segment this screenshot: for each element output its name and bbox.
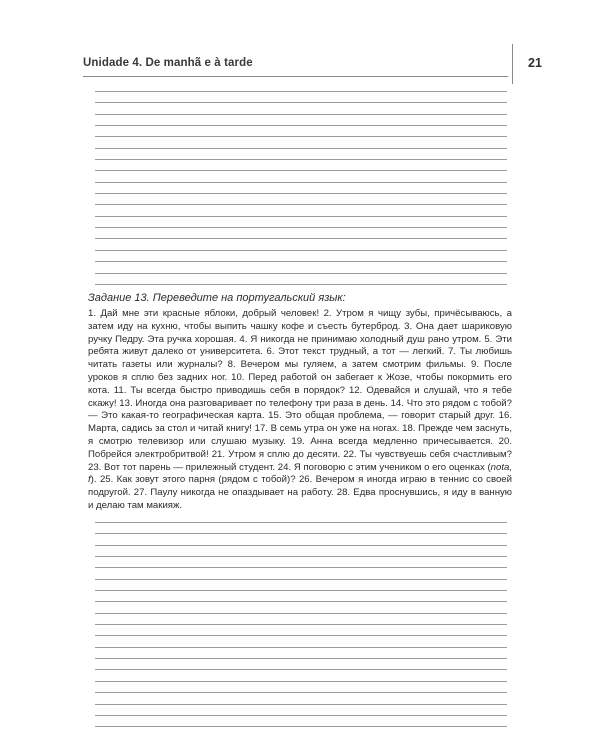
writing-line	[95, 114, 507, 115]
exercise-13	[88, 291, 512, 513]
writing-line	[95, 273, 507, 274]
header-rule	[83, 76, 508, 77]
writing-line	[95, 567, 507, 568]
writing-line	[95, 250, 507, 251]
writing-line	[95, 624, 507, 625]
writing-line	[95, 545, 507, 546]
writing-line	[95, 704, 507, 705]
writing-line	[95, 148, 507, 149]
writing-line	[95, 579, 507, 580]
writing-line	[95, 159, 507, 160]
writing-line	[95, 681, 507, 682]
exercise-text	[88, 308, 512, 513]
writing-line	[95, 669, 507, 670]
writing-line	[95, 91, 507, 92]
writing-line	[95, 170, 507, 171]
writing-line	[95, 125, 507, 126]
writing-line	[95, 556, 507, 557]
writing-line	[95, 261, 507, 262]
writing-line	[95, 601, 507, 602]
writing-line	[95, 193, 507, 194]
writing-line	[95, 227, 507, 228]
header-divider	[512, 44, 513, 84]
writing-line	[95, 204, 507, 205]
page-header	[0, 0, 600, 80]
writing-line	[95, 136, 507, 137]
writing-line	[95, 658, 507, 659]
writing-line	[95, 533, 507, 534]
exercise-title: Задание 13. Переведите на португальский язык:	[88, 292, 346, 304]
writing-line	[95, 635, 507, 636]
writing-line	[95, 522, 507, 523]
writing-line	[95, 238, 507, 239]
writing-line	[95, 692, 507, 693]
writing-line	[95, 726, 507, 727]
exercise-text-part1: 1. Дай мне эти красные яблоки, добрый человек! 2. Утром я чищу зубы, причёсываюсь, а затем иду на кухню, чтобы выпить чашку кофе и съесть бутерброд. 3. Она дает шариковую ручку Педру. Эта ручка хорошая. 4. Я никогда не принимаю холодный душ рано утром. 5. Эти ребята живут далеко от университета. 6. Этот текст трудный, а тот — легкий. 7. Ты любишь читать газеты или журналы? 8. Вечером мы гуляем, а затем смотрим фильмы. 9. После уроков я сплю без задних ног. 10. Перед работой он забегает к Жозе, чтобы покормить его кота. 11. Ты всегда быстро приводишь себя в порядок? 12. Одевайся и слушай, что я тебе скажу! 13. Иногда она разговаривает по телефону три раза в день. 14. Что это рядом с тобой? — Это какая-то географическая карта. 15. Это общая проблема, — говорит старый друг. 16. Марта, садись за стол и читай книгу! 17. В семь утра он уже на ногах. 18. Прежде чем заснуть, я смотрю телевизор или слушаю музыку. 19. Анна всегда медленно причесывается. 20. Побрейся электробритвой! 21. Утром я сплю до десяти. 22. Ты чувствуешь себя счастливым? 23. Вот тот парень — прилежный студент. 24. Я поговорю с этим учеником о его оценках (	[88, 308, 512, 473]
writing-lines-top	[95, 91, 507, 295]
exercise-text-italic: nota, f	[88, 461, 512, 486]
writing-line	[95, 590, 507, 591]
writing-line	[95, 182, 507, 183]
writing-line	[95, 715, 507, 716]
writing-line	[95, 102, 507, 103]
unit-title: Unidade 4. De manhã e à tarde	[83, 57, 253, 69]
exercise-text-part2: ). 25. Как зовут этого парня (рядом с тобой)? 26. Вечером я иногда играю в теннис со своей подругой. 27. Паулу никогда не опаздывает на работу. 28. Едва проснувшись, я иду в ванную и делаю там макияж.	[88, 474, 512, 511]
writing-line	[95, 284, 507, 285]
writing-line	[95, 613, 507, 614]
writing-line	[95, 216, 507, 217]
writing-line	[95, 647, 507, 648]
writing-lines-bottom	[95, 522, 507, 738]
page-number: 21	[528, 56, 542, 70]
